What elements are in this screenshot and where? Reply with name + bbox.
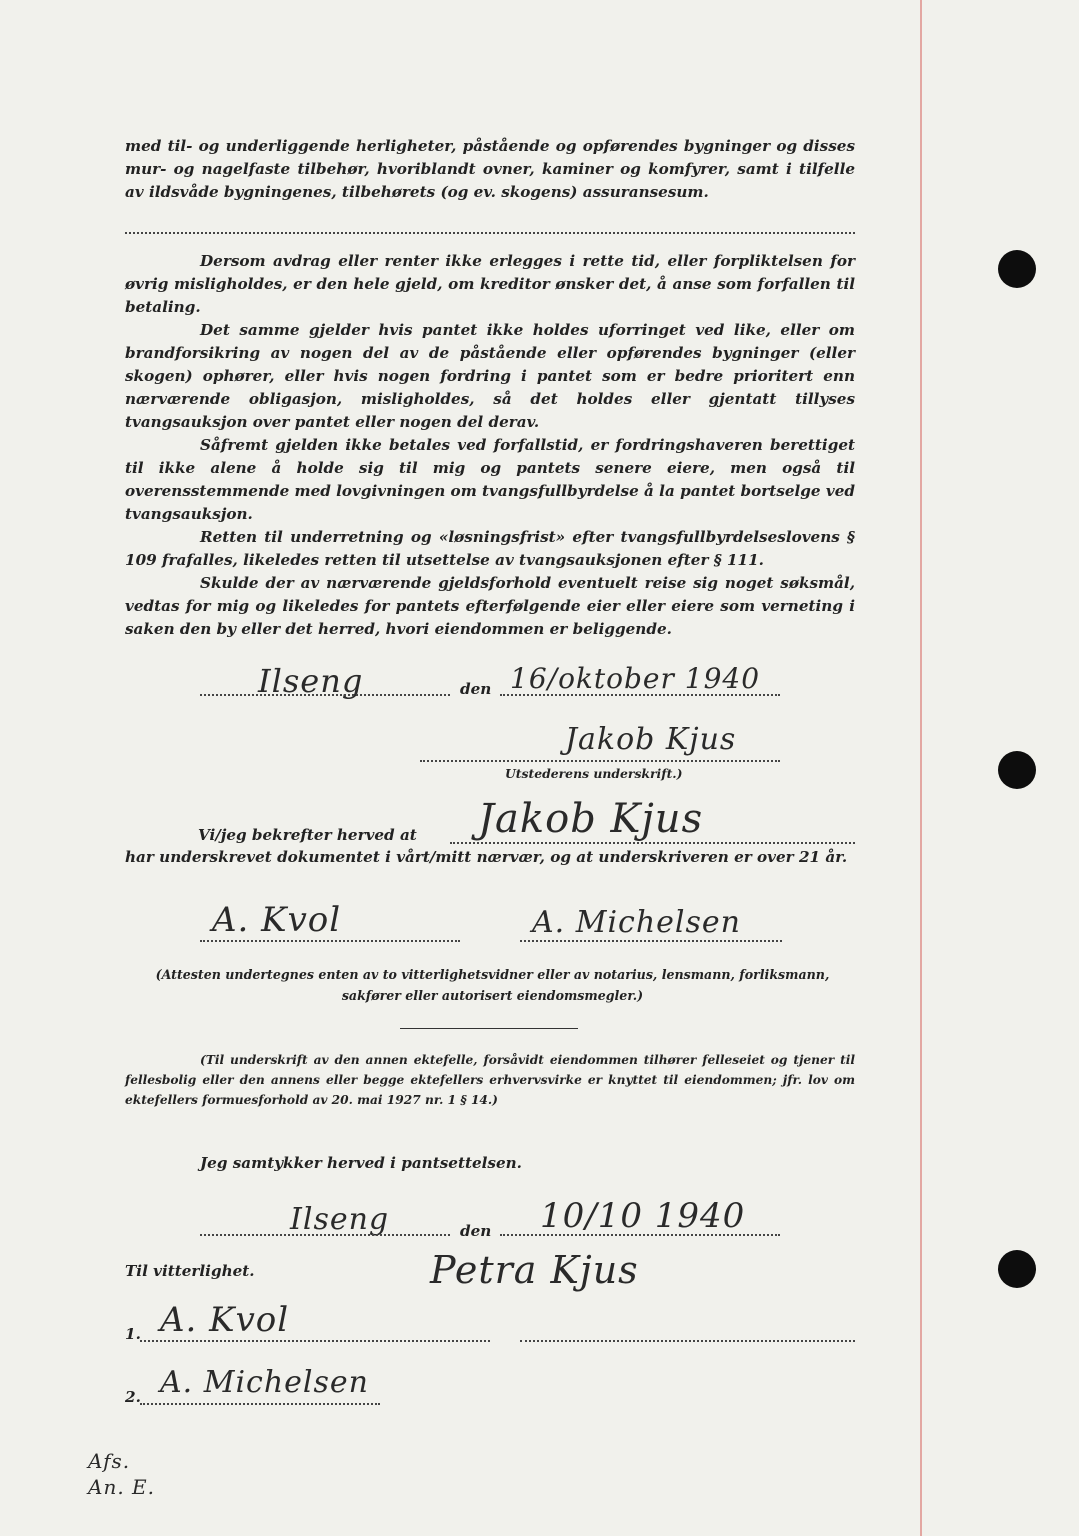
- handwritten-place: Ilseng: [258, 662, 364, 700]
- margin-handwritten-note: Afs. An. E.: [88, 1449, 155, 1499]
- paragraph-text: med til- og underliggende herligheter, påstående og opførendes bygninger og disses mur- og nagelfaste tilbehør, hvoriblandt ovner, kaminer og komfyrer, samt i tilfelle av ildsvåde bygningenes, tilbehørets (og ev. skogens) assuransesum.: [125, 137, 855, 201]
- issuer-signature: Jakob Kjus: [565, 722, 737, 757]
- issuer-dotted-line: [420, 760, 780, 762]
- witness-confirmed-name: Jakob Kjus: [478, 796, 704, 842]
- witness-confirm-text: Vi/jeg bekrefter herved at: [198, 826, 417, 844]
- witness1-dotted-line: [200, 940, 460, 942]
- spouse-note: (Til underskrift av den annen ektefelle, forsåvidt eiendommen tilhører felleseiet og tjener til fellesbolig eller den annens eller begge ektefellers erhvervsvirke er knyttet til eiendommen; jfr. lov om ektefellers formuesforhold av 20. mai 1927 nr. 1 § 14.): [125, 1053, 855, 1107]
- witness-line-1b: [520, 1340, 855, 1342]
- den-label: den: [460, 680, 492, 698]
- paragraph-herligheter: [125, 135, 855, 204]
- paragraph-text: Dersom avdrag eller renter ikke erlegges i rette tid, eller forpliktelsen for øvrig misligholdes, er den hele gjeld, om kreditor ønsker det, å anse som forfallen til betaling.: [125, 252, 855, 316]
- consent-date-line: [500, 1234, 780, 1236]
- witness-signature-1: A. Kvol: [212, 900, 342, 940]
- witness-statement: [125, 846, 855, 869]
- witness-number-1: 1.: [125, 1325, 141, 1343]
- paragraph-text: har underskrevet dokumentet i vårt/mitt nærvær, og at underskriveren er over 21 år.: [125, 848, 848, 866]
- consent-signature: Petra Kjus: [430, 1248, 639, 1292]
- dotted-separator: [125, 232, 855, 234]
- punch-hole: [998, 751, 1036, 789]
- witness-note-1: (Attesten undertegnes enten av to vitterlighetsvidner eller av notarius, lensmann, forliksmann,: [155, 967, 830, 982]
- separator-rule: [400, 1028, 578, 1029]
- witness-signature-2: A. Michelsen: [532, 905, 741, 940]
- witness-number-2: 2.: [125, 1388, 141, 1406]
- paragraph-text: Såfremt gjelden ikke betales ved forfallstid, er fordringshaveren berettiget til ikke alene å holde sig til mig og pantets senere eiere, men også til overensstemmende med lovgivningen om tvangsfullbyrdelse å la pantet bortselge ved tvangsauksjon.: [125, 436, 855, 523]
- consent-place-line: [200, 1234, 450, 1236]
- place-dotted-line: [200, 694, 450, 696]
- paragraph-text: Det samme gjelder hvis pantet ikke holdes uforringet ved like, eller om brandforsikring av nogen del av de påstående eller opførendes bygninger (eller skogen) ophører, eller hvis nogen fordring i pantet som er bedre prioritert enn nærværende obligasjon, misligholdes, så det holdes eller gjentatt tillyses tvangsauksjon over pantet eller nogen del derav.: [125, 321, 855, 431]
- punch-hole: [998, 250, 1036, 288]
- witness-label: Til vitterlighet.: [125, 1262, 255, 1280]
- margin-rule: [920, 0, 922, 1536]
- consent-text: Jeg samtykker herved i pantsettelsen.: [200, 1154, 522, 1172]
- paragraph-text: Retten til underretning og «løsningsfrist» efter tvangsfullbyrdelseslovens § 109 frafalles, likeledes retten til utsettelse av tvangsauksjonen efter § 111.: [125, 528, 855, 569]
- date-dotted-line: [500, 694, 780, 696]
- handwritten-date: 16/oktober 1940: [510, 662, 761, 695]
- punch-hole: [998, 1250, 1036, 1288]
- witness-note-2: sakfører eller autorisert eiendomsmegler.): [341, 988, 644, 1003]
- witness-line-2: [140, 1403, 380, 1405]
- consent-witness-1: A. Kvol: [160, 1300, 290, 1340]
- confirm-dotted-line: [450, 842, 855, 844]
- consent-handwritten-date: 10/10 1940: [540, 1196, 746, 1236]
- witness-line-1: [140, 1340, 490, 1342]
- issuer-caption: Utstederens underskrift.): [505, 766, 683, 781]
- consent-handwritten-place: Ilseng: [290, 1202, 390, 1237]
- consent-witness-2: A. Michelsen: [160, 1365, 369, 1400]
- consent-den-label: den: [460, 1222, 492, 1240]
- conditions-block: [125, 250, 855, 641]
- witness2-dotted-line: [520, 940, 782, 942]
- paragraph-text: Skulde der av nærværende gjeldsforhold eventuelt reise sig noget søksmål, vedtas for mig og likeledes for pantets efterfølgende eier eller eiere som verneting i saken den by eller det herred, hvori eiendommen er beliggende.: [125, 574, 855, 638]
